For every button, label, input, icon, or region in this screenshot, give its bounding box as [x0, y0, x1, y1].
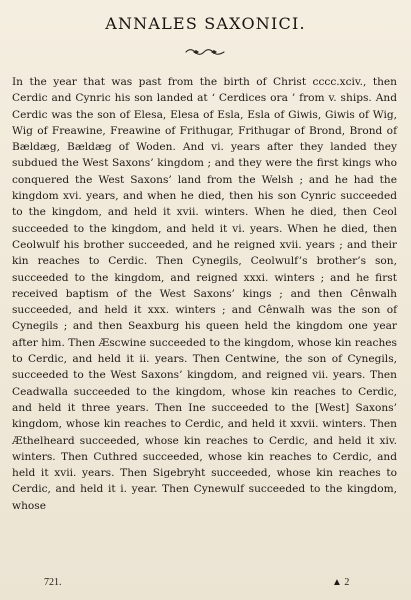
ornament-flourish-icon — [185, 48, 225, 56]
chronicle-paragraph: In the year that was past from the birth of Christ cccc.xciv., then Cerdic and Cynric his son landed at ‘ Cerdices ora ’ from v. ships. And Cerdic was the son of Elesa, Elesa of Esla, Esla of Giwis, Giwis of Wig, Wig of Freawine, Freawine of Frithugar, Frithugar of Brond, Brond of Bældæg, Bældæg of Woden. And vi. years after they landed they subdued the West Saxons’ kingdom ; and they were the first kings who conquered the West Saxons’ land from the Welsh ; and he had the kingdom xvi. years, and when he died, then his son Cynric succeeded to the kingdom, and held it xvii. winters. When he died, then Ceol succeeded to the kingdom, and held it vi. years. When he died, then Ceolwulf his brother succeeded, and he reigned xvii. years ; and their kin reaches to Cerdic. Then Cynegils, Ceolwulf’s brother’s son, succeeded to the kingdom, and reigned xxxi. winters ; and he first received baptism of the West Saxons’ kings ; and then Cênwalh succeeded, and held it xxx. winters ; and Cênwalh was the son of Cynegils ; and then Seaxburg his queen held the kingdom one year after him. Then Æscwine succeeded to the kingdom, whose kin reaches to Cerdic, and held it ii. years. Then Centwine, the son of Cynegils, succeeded to the West Saxons’ kingdom, and reigned vii. years. Then Ceadwalla succeeded to the kingdom, whose kin reaches to Cerdic, and held it three years. Then Ine succeeded to the [West] Saxons’ kingdom, whose kin reaches to Cerdic, and held it xxvii. winters. Then Æthelheard succeeded, whose kin reaches to Cerdic, and held it xiv. winters. Then Cuthred succeeded, whose kin reaches to Cerdic, and held it xvii. years. Then Sigebryht succeeded, whose kin reaches to Cerdic, and held it i. year. Then Cynewulf succeeded to the kingdom, whose — [12, 76, 397, 512]
page-footer — [0, 577, 411, 591]
footer-folio: 721. — [44, 577, 62, 588]
running-head: ANNALES SAXONICI. — [105, 14, 306, 33]
footer-signature: ▲ 2 — [332, 577, 350, 588]
